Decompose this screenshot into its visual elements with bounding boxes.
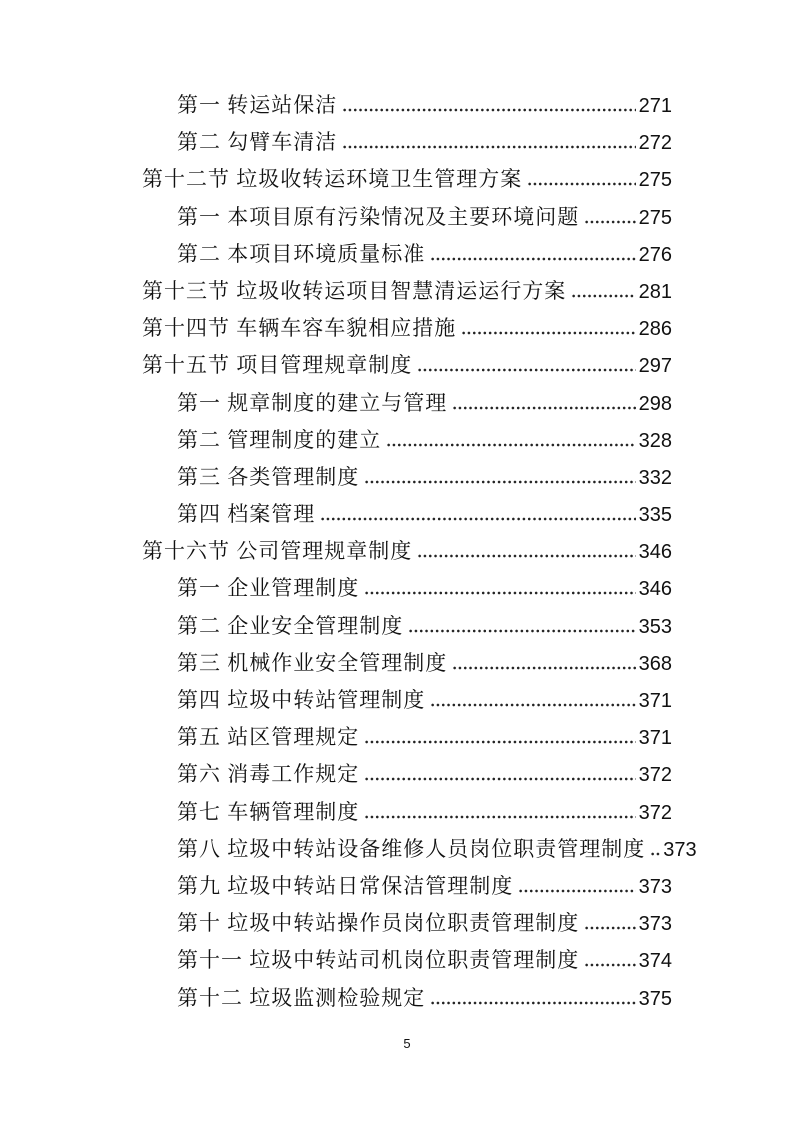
dot-leader-icon	[650, 852, 660, 856]
toc-entry-page: 371	[638, 727, 672, 750]
toc-entry-page: 272	[638, 132, 672, 155]
toc-entry[interactable]	[142, 719, 672, 756]
toc-entry-title: 第十三节 垃圾收转运项目智慧清运运行方案	[142, 278, 567, 303]
toc-entry-title: 第二 本项目环境质量标准	[177, 241, 426, 266]
toc-entry-page: 298	[638, 392, 672, 415]
toc-entry-title: 第二 勾臂车清洁	[177, 130, 338, 155]
dot-leader-icon	[417, 554, 635, 558]
toc-entry[interactable]	[142, 273, 672, 310]
toc-entry[interactable]	[142, 422, 672, 459]
toc-entry[interactable]	[142, 533, 672, 570]
toc-entry-page: 373	[638, 875, 672, 898]
toc-entry-page: 375	[638, 987, 672, 1010]
toc-entry-title: 第十六节 公司管理规章制度	[142, 539, 413, 564]
toc-entry-title: 第八 垃圾中转站设备维修人员岗位职责管理制度	[177, 836, 646, 861]
toc-entry-page: 271	[638, 95, 672, 117]
toc-entry[interactable]	[142, 199, 672, 236]
toc-entry-title: 第六 消毒工作规定	[177, 762, 360, 787]
footer-page-number: 5	[403, 1036, 411, 1051]
toc-entry-page: 373	[663, 838, 697, 861]
toc-entry-page: 372	[638, 801, 672, 824]
toc-entry-page: 286	[638, 318, 672, 341]
dot-leader-icon	[386, 443, 635, 447]
dot-leader-icon	[364, 591, 635, 595]
toc-entry-title: 第一 转运站保洁	[177, 93, 338, 117]
toc-entry-page: 373	[638, 913, 672, 936]
dot-leader-icon	[342, 145, 635, 149]
toc-entry[interactable]	[142, 868, 672, 905]
toc-entry[interactable]	[142, 236, 672, 273]
dot-leader-icon	[584, 963, 635, 967]
toc-entry[interactable]	[142, 124, 672, 161]
toc-entry-title: 第一 规章制度的建立与管理	[177, 390, 448, 415]
toc-entry[interactable]	[142, 756, 672, 793]
toc-entry[interactable]	[142, 310, 672, 347]
toc-entry-title: 第三 各类管理制度	[177, 464, 360, 489]
toc-entry-page: 328	[638, 429, 672, 452]
toc-entry[interactable]	[142, 496, 672, 533]
toc-entry-title: 第五 站区管理规定	[177, 725, 360, 750]
dot-leader-icon	[417, 368, 635, 372]
toc-entry[interactable]	[142, 980, 672, 1017]
dot-leader-icon	[320, 517, 635, 521]
toc-entry-page: 297	[638, 355, 672, 378]
toc-entry-page: 372	[638, 764, 672, 787]
toc-entry[interactable]	[142, 161, 672, 198]
toc-entry[interactable]	[142, 608, 672, 645]
dot-leader-icon	[364, 777, 635, 781]
toc-entry-page: 275	[638, 169, 672, 192]
toc-entry-title: 第三 机械作业安全管理制度	[177, 650, 448, 675]
toc-entry-title: 第四 垃圾中转站管理制度	[177, 688, 426, 712]
toc-entry-title: 第二 企业安全管理制度	[177, 613, 404, 638]
toc-entry[interactable]	[142, 942, 672, 979]
toc-entry-title: 第一 本项目原有污染情况及主要环境问题	[177, 204, 580, 229]
toc-entry-page: 335	[638, 504, 672, 527]
toc-entry[interactable]	[142, 87, 672, 124]
toc-entry[interactable]	[142, 459, 672, 496]
toc-entry[interactable]	[142, 385, 672, 422]
dot-leader-icon	[571, 294, 635, 298]
toc-entry-title: 第十 垃圾中转站操作员岗位职责管理制度	[177, 911, 580, 936]
toc-entry-title: 第十四节 车辆车容车貌相应措施	[142, 316, 457, 341]
toc-entry-title: 第一 企业管理制度	[177, 576, 360, 601]
toc-entry-page: 353	[638, 615, 672, 638]
toc-entry-page: 276	[638, 243, 672, 266]
dot-leader-icon	[364, 480, 635, 484]
dot-leader-icon	[584, 220, 635, 224]
toc-entry-page: 368	[638, 652, 672, 675]
dot-leader-icon	[461, 331, 635, 335]
toc-entry-page: 281	[638, 280, 672, 303]
toc-entry[interactable]	[142, 570, 672, 607]
dot-leader-icon	[430, 257, 635, 261]
toc-entry-title: 第十五节 项目管理规章制度	[142, 353, 413, 378]
toc-entry-page: 374	[638, 950, 672, 973]
table-of-contents	[142, 87, 697, 1017]
dot-leader-icon	[342, 108, 635, 112]
toc-entry[interactable]	[142, 645, 672, 682]
toc-entry[interactable]	[142, 831, 697, 868]
dot-leader-icon	[364, 740, 635, 744]
dot-leader-icon	[430, 703, 635, 707]
toc-entry-page: 275	[638, 206, 672, 229]
toc-entry-title: 第七 车辆管理制度	[177, 799, 360, 824]
dot-leader-icon	[527, 182, 635, 186]
dot-leader-icon	[518, 889, 635, 893]
toc-entry-page: 346	[638, 541, 672, 564]
dot-leader-icon	[584, 926, 635, 930]
dot-leader-icon	[430, 1001, 635, 1005]
toc-entry-title: 第二 管理制度的建立	[177, 427, 382, 452]
toc-entry-title: 第九 垃圾中转站日常保洁管理制度	[177, 873, 514, 898]
toc-entry[interactable]	[142, 905, 672, 942]
toc-entry[interactable]	[142, 347, 672, 384]
toc-entry-title: 第十一 垃圾中转站司机岗位职责管理制度	[177, 948, 580, 973]
toc-entry-page: 371	[638, 690, 672, 712]
toc-entry-title: 第十二节 垃圾收转运环境卫生管理方案	[142, 167, 523, 192]
toc-entry[interactable]	[142, 794, 672, 831]
toc-entry-title: 第四 档案管理	[177, 502, 316, 527]
toc-entry-title: 第十二 垃圾监测检验规定	[177, 985, 426, 1010]
dot-leader-icon	[364, 815, 635, 819]
dot-leader-icon	[408, 629, 635, 633]
page-footer	[142, 1036, 672, 1051]
toc-entry-page: 346	[638, 578, 672, 601]
toc-entry[interactable]	[142, 682, 672, 719]
toc-entry-page: 332	[638, 466, 672, 489]
dot-leader-icon	[452, 406, 635, 410]
dot-leader-icon	[452, 666, 635, 670]
